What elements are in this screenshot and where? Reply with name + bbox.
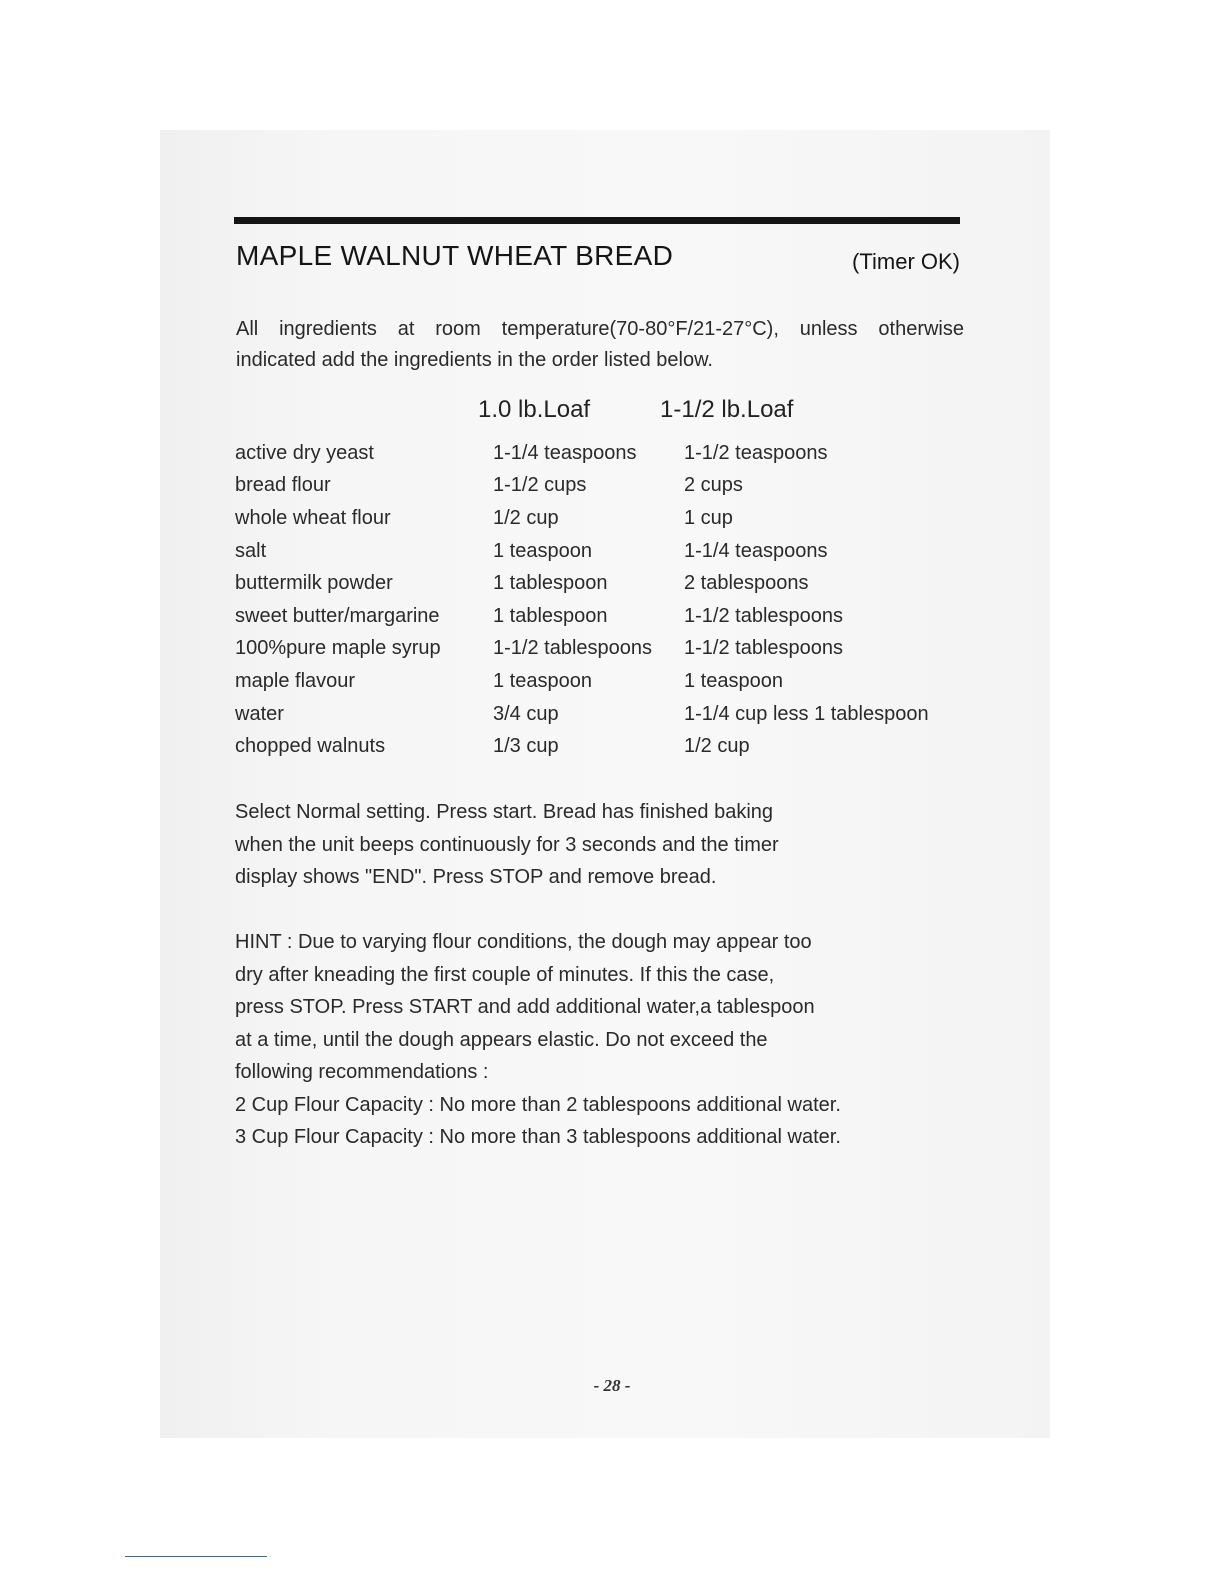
amount-large-loaf: 1-1/2 teaspoons xyxy=(684,441,828,464)
ingredient-name: bread flour xyxy=(235,474,331,497)
instructions-paragraph xyxy=(235,796,815,894)
amount-small-loaf: 1/2 cup xyxy=(493,506,559,529)
amount-small-loaf: 1 teaspoon xyxy=(493,669,592,692)
ingredient-row xyxy=(235,633,955,666)
ingredient-table xyxy=(235,437,955,763)
intro-line: indicated add the ingredients in the order listed below. xyxy=(236,349,713,371)
amount-small-loaf: 1 tablespoon xyxy=(493,604,608,627)
ingredient-row xyxy=(235,600,955,633)
hint-line: at a time, until the dough appears elastic. Do not exceed the xyxy=(235,1028,768,1051)
amount-large-loaf: 1-1/2 tablespoons xyxy=(684,604,844,627)
amount-large-loaf: 1-1/4 teaspoons xyxy=(684,539,828,562)
amount-small-loaf: 1 teaspoon xyxy=(493,539,592,562)
ingredient-name: salt xyxy=(235,539,267,562)
ingredient-name: buttermilk powder xyxy=(235,572,393,595)
amount-large-loaf: 1 cup xyxy=(684,506,733,529)
amount-large-loaf: 2 tablespoons xyxy=(684,572,809,595)
recipe-title: MAPLE WALNUT WHEAT BREAD xyxy=(236,240,674,271)
ingredient-row xyxy=(235,535,955,568)
ingredient-name: 100%pure maple syrup xyxy=(235,637,441,660)
instruction-line: when the unit beeps continuously for 3 seconds and the timer xyxy=(235,833,779,856)
ingredient-row xyxy=(235,502,955,535)
ingredient-row xyxy=(235,698,955,731)
timer-note: (Timer OK) xyxy=(852,249,960,274)
ingredient-row xyxy=(235,567,955,600)
header-rule xyxy=(234,217,960,224)
hint-line: 3 Cup Flour Capacity : No more than 3 tablespoons additional water. xyxy=(235,1126,841,1148)
ingredient-name: chopped walnuts xyxy=(235,735,386,758)
amount-large-loaf: 1-1/2 tablespoons xyxy=(684,637,844,660)
ingredient-row xyxy=(235,437,955,470)
amount-small-loaf: 1-1/4 teaspoons xyxy=(493,441,637,464)
amount-large-loaf: 1/2 cup xyxy=(684,735,750,758)
column-header-large-loaf: 1-1/2 lb.Loaf xyxy=(660,396,794,423)
ingredient-name: active dry yeast xyxy=(235,441,374,464)
amount-small-loaf: 1/3 cup xyxy=(493,735,559,758)
hint-line: press STOP. Press START and add additional water,a tablespoon xyxy=(235,996,815,1018)
instruction-line: display shows "END". Press STOP and remove bread. xyxy=(235,866,717,888)
footnote-separator xyxy=(125,1556,267,1557)
hint-line: HINT : Due to varying flour conditions, the dough may appear too xyxy=(235,931,812,953)
hint-line: dry after kneading the first couple of minutes. If this the case, xyxy=(235,963,775,986)
amount-small-loaf: 1 tablespoon xyxy=(493,572,608,595)
ingredient-name: maple flavour xyxy=(235,669,356,692)
hint-line: 2 Cup Flour Capacity : No more than 2 tablespoons additional water. xyxy=(235,1093,841,1116)
intro-paragraph xyxy=(236,314,964,376)
amount-small-loaf: 3/4 cup xyxy=(493,702,559,725)
ingredient-name: water xyxy=(235,702,284,725)
intro-line: All ingredients at room temperature(70-80°F/21-27°C), unless otherwise xyxy=(236,318,964,340)
page-number: - 28 - xyxy=(593,1376,631,1395)
ingredient-name: whole wheat flour xyxy=(235,506,391,529)
ingredient-name: sweet butter/margarine xyxy=(235,604,440,627)
amount-large-loaf: 1 teaspoon xyxy=(684,669,783,692)
amount-large-loaf: 2 cups xyxy=(684,474,743,497)
instruction-line: Select Normal setting. Press start. Bread has finished baking xyxy=(235,801,774,823)
hint-line: following recommendations : xyxy=(235,1061,489,1083)
amount-small-loaf: 1-1/2 tablespoons xyxy=(493,637,653,660)
ingredient-row xyxy=(235,665,955,698)
ingredient-row xyxy=(235,470,955,503)
amount-small-loaf: 1-1/2 cups xyxy=(493,474,587,497)
ingredient-row xyxy=(235,730,955,763)
column-header-small-loaf: 1.0 lb.Loaf xyxy=(478,396,591,423)
amount-large-loaf: 1-1/4 cup less 1 tablespoon xyxy=(684,702,929,725)
hint-paragraph xyxy=(235,926,875,1154)
